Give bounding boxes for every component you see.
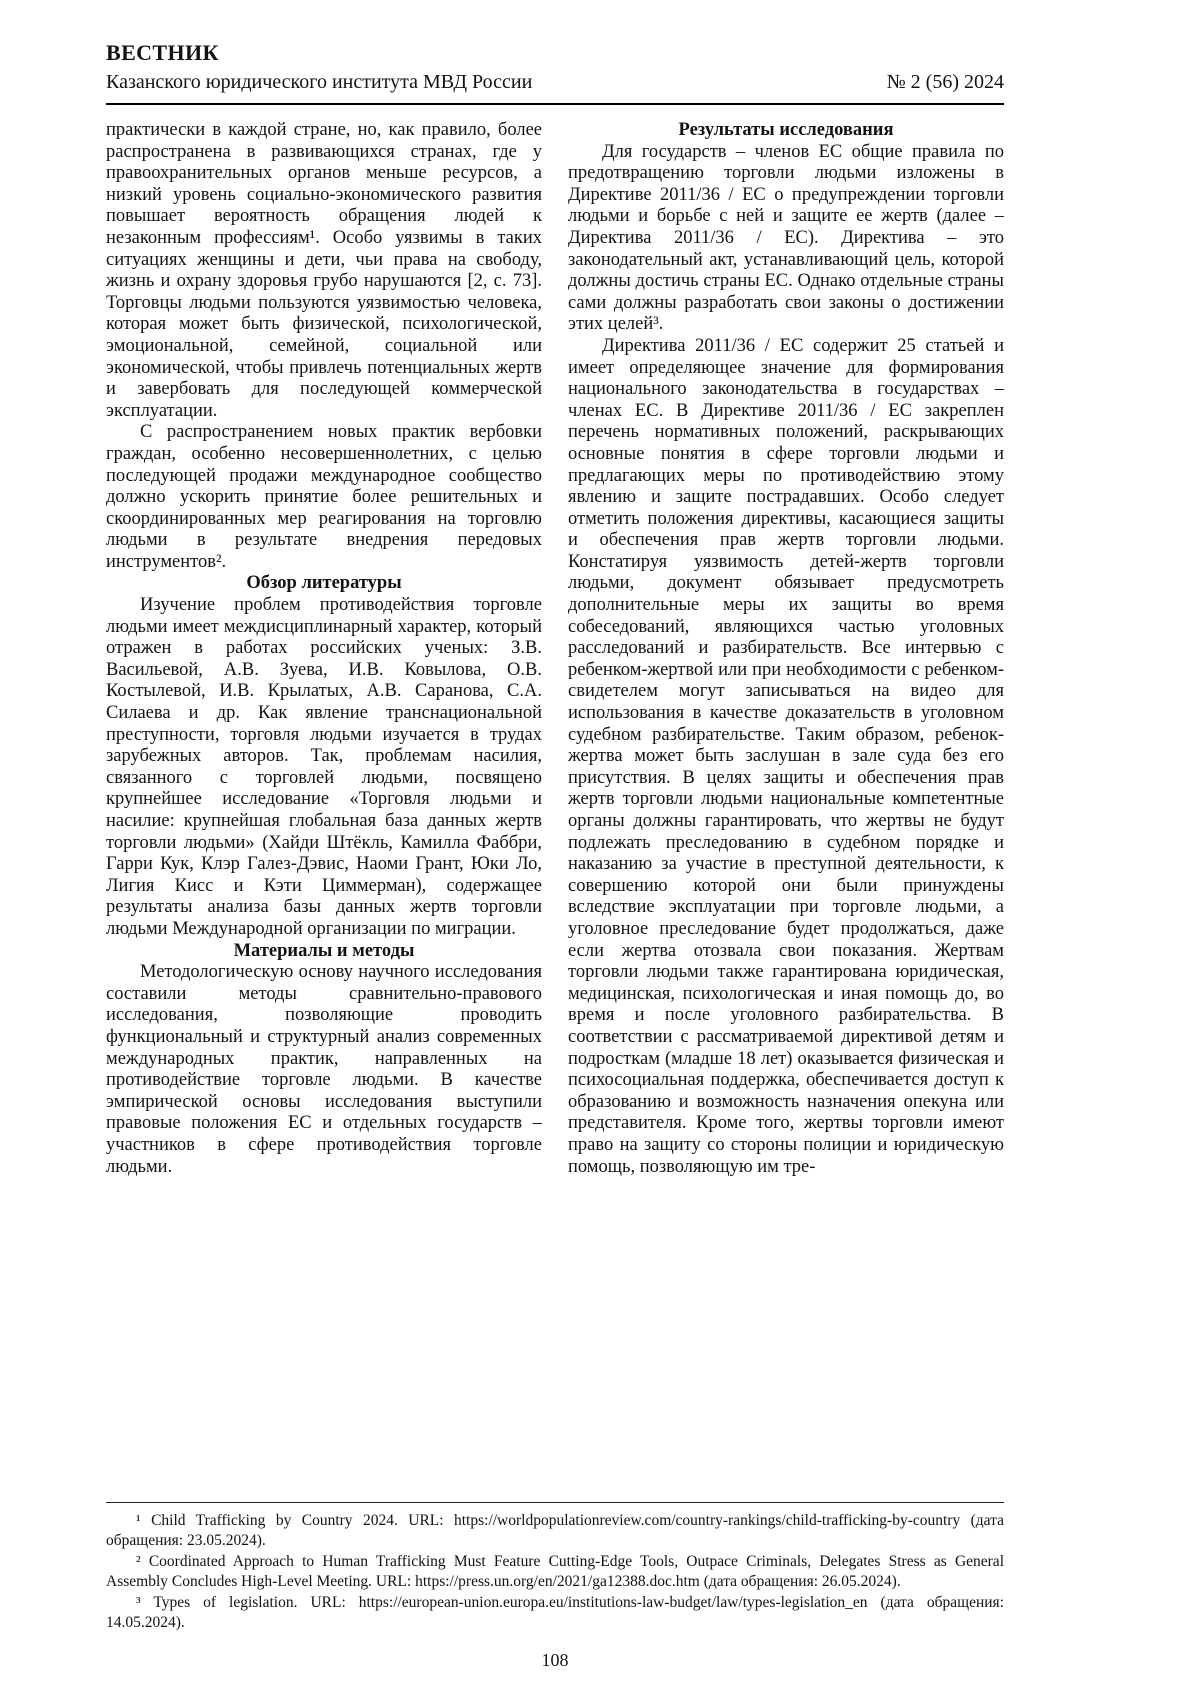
left-column xyxy=(106,120,542,1178)
header-row xyxy=(106,71,1004,94)
issue-number: № 2 (56) 2024 xyxy=(886,71,1004,93)
right-column xyxy=(568,120,1004,1178)
footnote-section xyxy=(106,1502,1004,1634)
journal-subtitle: Казанского юридического института МВД России xyxy=(106,71,533,93)
paragraph: С распространением новых практик вербовки граждан, особенно несовершеннолетних, с целью последующей продажи международное сообщество должно ускорить принятие более решительных и скоординированных мер реагирования на торговлю людьми в результате внедрения передовых инструментов². xyxy=(106,422,542,572)
footnote-1: ¹ Child Trafficking by Country 2024. URL: https://worldpopulationreview.com/country-rankings/child-trafficking-by-country (дата обращения: 23.05.2024). xyxy=(106,1512,1004,1549)
paragraph: Изучение проблем противодействия торговле людьми имеет междисциплинарный характер, который отражен в работах российских ученых: З.В. Васильевой, А.В. Зуева, И.В. Ковылова, О.В. Костылевой, И.В. Крылатых, А.В. Саранова, С.А. Силаева и др. Как явление транснациональной преступности, торговля людьми изучается в трудах зарубежных авторов. Так, проблемам насилия, связанного с торговлей людьми, посвящено крупнейшее исследование «Торговля людьми и насилие: крупнейшая глобальная база данных жертв торговли людьми» (Хайди Штёкль, Камилла Фаббри, Гарри Кук, Клэр Галез-Дэвис, Наоми Грант, Юки Ло, Лигия Кисс и Кэти Циммерман), содержащее результаты анализа базы данных жертв торговли людьми Международной организации по миграции. xyxy=(106,595,542,939)
page-number: 108 xyxy=(541,1650,569,1670)
article-body xyxy=(106,120,1004,1178)
page-header xyxy=(106,40,1004,105)
paragraph: Директива 2011/36 / ЕС содержит 25 статьей и имеет определяющее значение для формирования национального законодательства в государствах – членах ЕС. В Директиве 2011/36 / ЕС закреплен перечень нормативных положений, раскрывающих основные понятия в сфере торговли людьми и предлагающих меры по противодействию этому явлению и защите пострадавших. Особо следует отметить положения директивы, касающиеся защиты и обеспечения прав жертв торговли людьми. Констатируя уязвимость детей-жертв торговли людьми, документ обязывает предусмотреть дополнительные меры их защиты во время собеседований, являющихся частью уголовных расследований и разбирательств. Все интервью с ребенком-жертвой или при необходимости с ребенком-свидетелем могут записываться на видео для использования в качестве доказательств в уголовном судебном разбирательстве. Таким образом, ребенок-жертва может быть заслушан в зале суда без его присутствия. В целях защиты и обеспечения прав жертв торговли людьми национальные компетентные органы должны гарантировать, что жертвы не будут подлежать преследованию в судебном порядке и наказанию за участие в преступной деятельности, к совершению которой они были принуждены вследствие эксплуатации при торговле людьми, а уголовное преследование будет продолжаться, даже если жертва отозвала свои показания. Жертвам торговли людьми также гарантирована юридическая, медицинская, психологическая и иная помощь до, во время и после уголовного разбирательства. В соответствии с рассматриваемой директивой детям и подросткам (младше 18 лет) оказывается физическая и психосоциальная поддержка, обеспечивается доступ к образованию и возможность назначения опекуна или представителя. Кроме того, жертвы торговли имеют право на защиту со стороны полиции и юридическую помощь, позволяющую им тре- xyxy=(568,335,1004,1177)
journal-name: ВЕСТНИК xyxy=(106,40,219,65)
footnote-3: ³ Types of legislation. URL: https://european-union.europa.eu/institutions-law-budget/law/types-legislation_en (дата обращения: 14.05.2024). xyxy=(106,1594,1004,1631)
section-heading-literature-review: Обзор литературы xyxy=(246,573,402,594)
footnote-2: ² Coordinated Approach to Human Trafficking Must Feature Cutting-Edge Tools, Outpace Criminals, Delegates Stress as General Assembly Concludes High-Level Meeting. URL: https://press.un.org/en/2021/ga12388.doc.htm (дата обращения: 26.05.2024). xyxy=(106,1553,1004,1590)
header-rule xyxy=(106,103,1004,105)
section-heading-results: Результаты исследования xyxy=(678,120,894,140)
section-heading-materials-methods: Материалы и методы xyxy=(233,940,415,961)
paragraph: Для государств – членов ЕС общие правила по предотвращению торговли людьми изложены в Директиве 2011/36 / ЕС о предупреждении торговли людьми и борьбе с ней и защите ее жертв (далее – Директива 2011/36 / ЕС). Директива – это законодательный акт, устанавливающий цель, которой должны достичь страны ЕС. Однако отдельные страны сами должны разработать свои законы о достижении этих целей³. xyxy=(568,141,1004,335)
paragraph: Методологическую основу научного исследования составили методы сравнительно-правового исследования, позволяющие проводить функциональный и структурный анализ современных международных практик, направленных на противодействие торговле людьми. В качестве эмпирической основы исследования выступили правовые положения ЕС и отдельных государств – участников в сфере противодействия торговле людьми. xyxy=(106,962,542,1177)
paragraph-continued: практически в каждой стране, но, как правило, более распространена в развивающихся странах, где у правоохранительных органов меньше ресурсов, а низкий уровень социально-экономического развития повышает вероятность обращения людей к незаконным профессиям¹. Особо уязвимы в таких ситуациях женщины и дети, чьи права на свободу, жизнь и охрану здоровья грубо нарушаются [2, с. 73]. Торговцы людьми пользуются уязвимостью человека, которая может быть физической, психологической, эмоциональной, семейной, социальной или экономической, чтобы привлечь потенциальных жертв и завербовать для последующей коммерческой эксплуатации. xyxy=(106,120,542,421)
